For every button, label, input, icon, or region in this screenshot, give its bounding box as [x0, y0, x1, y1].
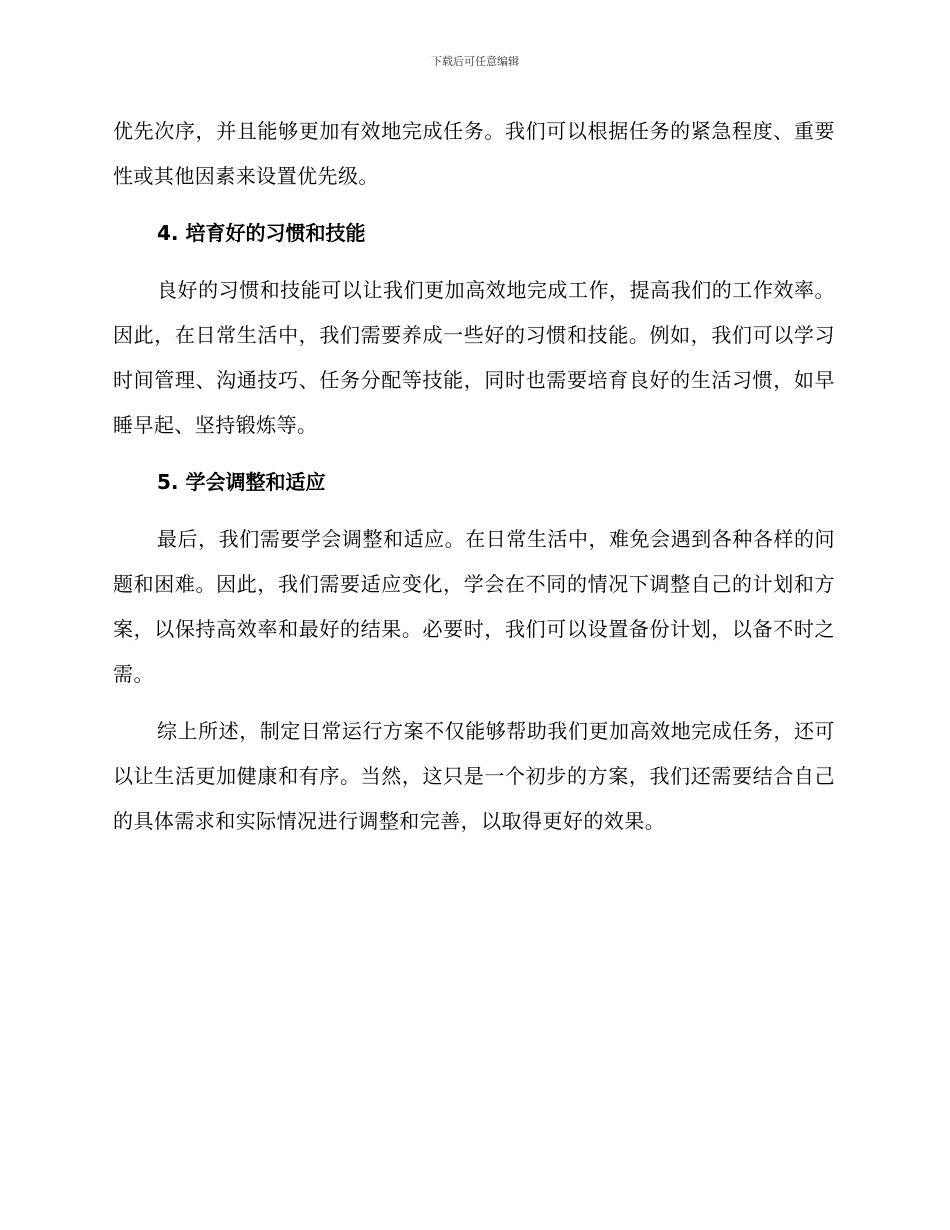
section-4-heading: 4. 培育好的习惯和技能: [157, 221, 366, 245]
section-5-heading: 5. 学会调整和适应: [157, 470, 326, 494]
intro-continuation-paragraph: 优先次序，并且能够更加有效地完成任务。我们可以根据任务的紧急程度、重要性或其他因素来设置优先级。: [113, 119, 835, 188]
page-header: 下载后可任意编辑: [431, 55, 519, 68]
document-body: [113, 109, 835, 844]
section-4-paragraph: 良好的习惯和技能可以让我们更加高效地完成工作，提高我们的工作效率。因此，在日常生活中，我们需要养成一些好的习惯和技能。例如，我们可以学习时间管理、沟通技巧、任务分配等技能，同时也需要培育良好的生活习惯，如早睡早起、坚持锻炼等。: [113, 278, 835, 437]
conclusion-paragraph: 综上所述，制定日常运行方案不仅能够帮助我们更加高效地完成任务，还可以让生活更加健康和有序。当然，这只是一个初步的方案，我们还需要结合自己的具体需求和实际情况进行调整和完善，以取得更好的效果。: [113, 719, 835, 833]
section-5-paragraph: 最后，我们需要学会调整和适应。在日常生活中，难免会遇到各种各样的问题和困难。因此，我们需要适应变化，学会在不同的情况下调整自己的计划和方案，以保持高效率和最好的结果。必要时，我们可以设置备份计划，以备不时之需。: [113, 527, 835, 686]
